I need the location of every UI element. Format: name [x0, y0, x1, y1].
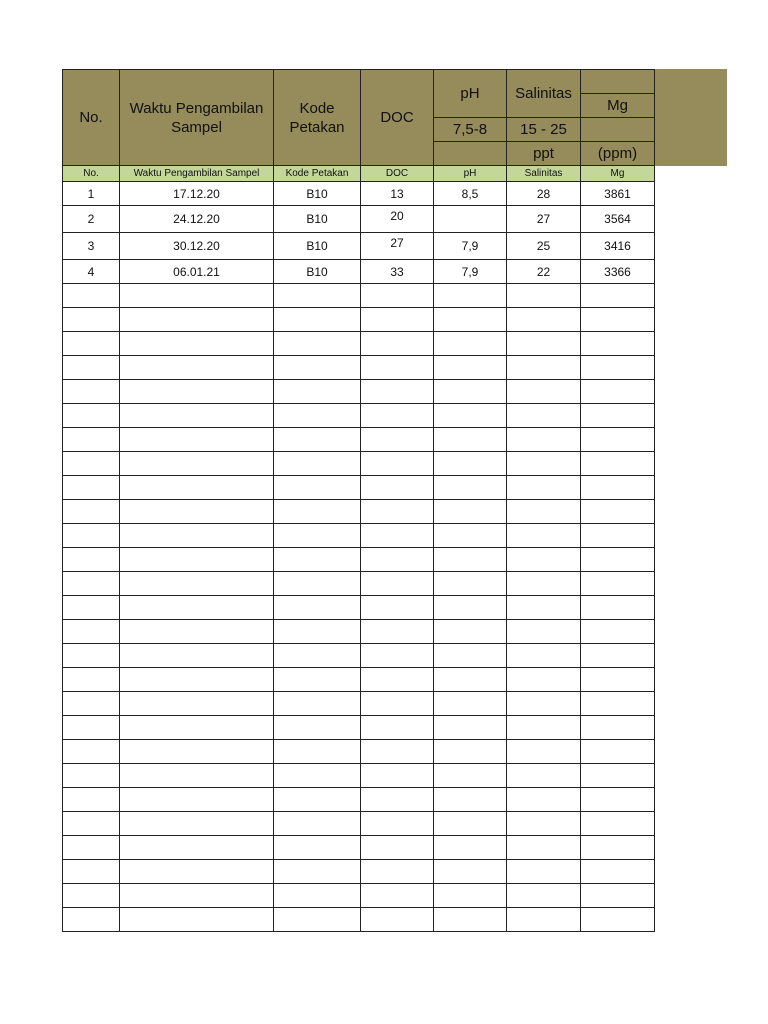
empty-cell[interactable] [507, 404, 581, 428]
empty-cell[interactable] [120, 692, 274, 716]
empty-cell[interactable] [581, 380, 655, 404]
empty-cell[interactable] [274, 692, 361, 716]
empty-cell[interactable] [274, 620, 361, 644]
cell-doc[interactable]: 27 [361, 233, 434, 260]
empty-cell[interactable] [63, 476, 120, 500]
empty-cell[interactable] [274, 668, 361, 692]
empty-cell[interactable] [274, 476, 361, 500]
empty-cell[interactable] [63, 428, 120, 452]
empty-cell[interactable] [507, 860, 581, 884]
cell-salinitas[interactable]: 27 [507, 206, 581, 233]
empty-row [63, 476, 655, 500]
empty-cell[interactable] [120, 380, 274, 404]
empty-cell[interactable] [274, 836, 361, 860]
table-row [63, 182, 655, 206]
empty-cell[interactable] [120, 716, 274, 740]
empty-cell[interactable] [434, 908, 507, 932]
subheader-cell: pH [434, 166, 507, 182]
empty-cell[interactable] [120, 884, 274, 908]
empty-cell[interactable] [274, 524, 361, 548]
empty-cell[interactable] [274, 764, 361, 788]
empty-cell[interactable] [434, 596, 507, 620]
empty-cell[interactable] [120, 668, 274, 692]
empty-row [63, 884, 655, 908]
empty-row [63, 764, 655, 788]
empty-cell[interactable] [274, 380, 361, 404]
cell-waktu[interactable]: 24.12.20 [120, 206, 274, 233]
cell-mg[interactable]: 3861 [581, 182, 655, 206]
empty-cell[interactable] [507, 692, 581, 716]
cell-salinitas[interactable]: 22 [507, 260, 581, 284]
empty-cell[interactable] [434, 740, 507, 764]
empty-cell[interactable] [120, 908, 274, 932]
empty-cell[interactable] [434, 356, 507, 380]
empty-cell[interactable] [361, 716, 434, 740]
subheader-cell: Kode Petakan [274, 166, 361, 182]
empty-cell[interactable] [434, 764, 507, 788]
empty-cell[interactable] [507, 644, 581, 668]
empty-row [63, 908, 655, 932]
empty-cell[interactable] [434, 548, 507, 572]
subheader-cell: Mg [581, 166, 655, 182]
empty-cell[interactable] [120, 812, 274, 836]
empty-cell[interactable] [361, 284, 434, 308]
empty-cell[interactable] [581, 332, 655, 356]
empty-cell[interactable] [581, 308, 655, 332]
header-salinitas-range: 15 - 25 [507, 118, 581, 142]
empty-cell[interactable] [434, 812, 507, 836]
empty-cell[interactable] [361, 788, 434, 812]
empty-cell[interactable] [274, 860, 361, 884]
empty-cell[interactable] [507, 308, 581, 332]
empty-row [63, 836, 655, 860]
empty-cell[interactable] [361, 596, 434, 620]
empty-cell[interactable] [434, 716, 507, 740]
empty-cell[interactable] [361, 548, 434, 572]
cell-doc[interactable]: 33 [361, 260, 434, 284]
empty-cell[interactable] [274, 596, 361, 620]
empty-cell[interactable] [361, 836, 434, 860]
empty-cell[interactable] [120, 356, 274, 380]
empty-cell[interactable] [120, 764, 274, 788]
cell-salinitas[interactable]: 25 [507, 233, 581, 260]
header-mg-unit: (ppm) [581, 142, 655, 166]
cell-ph[interactable]: 7,9 [434, 233, 507, 260]
empty-cell[interactable] [274, 740, 361, 764]
cell-ph[interactable]: 7,9 [434, 260, 507, 284]
header-ph: pH [434, 70, 507, 118]
empty-cell[interactable] [434, 644, 507, 668]
empty-cell[interactable] [274, 332, 361, 356]
empty-cell[interactable] [361, 500, 434, 524]
empty-cell[interactable] [434, 452, 507, 476]
empty-cell[interactable] [507, 500, 581, 524]
empty-cell[interactable] [274, 644, 361, 668]
empty-cell[interactable] [63, 764, 120, 788]
empty-cell[interactable] [120, 548, 274, 572]
empty-cell[interactable] [581, 404, 655, 428]
empty-cell[interactable] [63, 500, 120, 524]
empty-cell[interactable] [507, 524, 581, 548]
empty-cell[interactable] [361, 572, 434, 596]
header-salinitas-unit: ppt [507, 142, 581, 166]
empty-cell[interactable] [120, 308, 274, 332]
empty-cell[interactable] [434, 404, 507, 428]
empty-cell[interactable] [434, 284, 507, 308]
empty-cell[interactable] [274, 500, 361, 524]
empty-cell[interactable] [434, 428, 507, 452]
empty-cell[interactable] [120, 596, 274, 620]
empty-cell[interactable] [581, 884, 655, 908]
header-waktu: Waktu Pengambilan Sampel [120, 70, 274, 166]
header-ph-unit-blank [434, 142, 507, 166]
empty-cell[interactable] [507, 380, 581, 404]
empty-cell[interactable] [361, 356, 434, 380]
empty-cell[interactable] [120, 644, 274, 668]
cell-kode[interactable]: B10 [274, 182, 361, 206]
empty-cell[interactable] [581, 836, 655, 860]
empty-cell[interactable] [361, 884, 434, 908]
empty-cell[interactable] [361, 860, 434, 884]
empty-row [63, 692, 655, 716]
cell-kode[interactable]: B10 [274, 233, 361, 260]
empty-cell[interactable] [581, 668, 655, 692]
header-mg-blank [581, 70, 655, 94]
cell-waktu[interactable]: 06.01.21 [120, 260, 274, 284]
empty-cell[interactable] [63, 740, 120, 764]
empty-cell[interactable] [120, 500, 274, 524]
empty-cell[interactable] [63, 548, 120, 572]
cell-salinitas[interactable]: 28 [507, 182, 581, 206]
header-kode: Kode Petakan [274, 70, 361, 166]
empty-cell[interactable] [361, 404, 434, 428]
empty-cell[interactable] [507, 596, 581, 620]
empty-row [63, 716, 655, 740]
empty-cell[interactable] [434, 476, 507, 500]
empty-cell[interactable] [507, 764, 581, 788]
empty-cell[interactable] [507, 452, 581, 476]
subheader-row [63, 166, 655, 182]
empty-cell[interactable] [507, 428, 581, 452]
empty-cell[interactable] [581, 428, 655, 452]
empty-cell[interactable] [274, 308, 361, 332]
empty-cell[interactable] [434, 380, 507, 404]
empty-cell[interactable] [63, 284, 120, 308]
empty-cell[interactable] [361, 812, 434, 836]
cell-doc[interactable]: 13 [361, 182, 434, 206]
subheader-cell: DOC [361, 166, 434, 182]
empty-cell[interactable] [120, 476, 274, 500]
empty-cell[interactable] [274, 356, 361, 380]
empty-row [63, 620, 655, 644]
header-fill-extension [653, 69, 727, 166]
cell-mg[interactable]: 3366 [581, 260, 655, 284]
empty-row [63, 332, 655, 356]
subheader-cell: Waktu Pengambilan Sampel [120, 166, 274, 182]
empty-cell[interactable] [507, 572, 581, 596]
empty-cell[interactable] [63, 788, 120, 812]
empty-row [63, 788, 655, 812]
empty-cell[interactable] [63, 356, 120, 380]
empty-cell[interactable] [274, 788, 361, 812]
table-row [63, 233, 655, 260]
empty-row [63, 380, 655, 404]
cell-doc[interactable]: 20 [361, 206, 434, 233]
cell-mg[interactable]: 3564 [581, 206, 655, 233]
table-row [63, 206, 655, 233]
empty-cell[interactable] [361, 620, 434, 644]
empty-cell[interactable] [507, 908, 581, 932]
empty-cell[interactable] [507, 836, 581, 860]
empty-cell[interactable] [274, 908, 361, 932]
empty-cell[interactable] [434, 836, 507, 860]
empty-cell[interactable] [361, 332, 434, 356]
empty-cell[interactable] [581, 908, 655, 932]
sample-table [62, 69, 655, 932]
empty-row [63, 668, 655, 692]
empty-cell[interactable] [434, 308, 507, 332]
empty-cell[interactable] [63, 668, 120, 692]
empty-cell[interactable] [581, 764, 655, 788]
empty-cell[interactable] [434, 524, 507, 548]
empty-cell[interactable] [63, 308, 120, 332]
empty-cell[interactable] [120, 788, 274, 812]
empty-cell[interactable] [274, 572, 361, 596]
empty-cell[interactable] [581, 356, 655, 380]
empty-cell[interactable] [581, 740, 655, 764]
empty-cell[interactable] [434, 500, 507, 524]
empty-cell[interactable] [507, 884, 581, 908]
empty-cell[interactable] [63, 404, 120, 428]
empty-cell[interactable] [274, 716, 361, 740]
empty-row [63, 860, 655, 884]
empty-cell[interactable] [581, 812, 655, 836]
header-ph-range: 7,5-8 [434, 118, 507, 142]
empty-cell[interactable] [274, 452, 361, 476]
cell-ph[interactable]: 8,5 [434, 182, 507, 206]
empty-row [63, 284, 655, 308]
empty-cell[interactable] [581, 692, 655, 716]
empty-cell[interactable] [361, 524, 434, 548]
empty-cell[interactable] [581, 284, 655, 308]
empty-row [63, 308, 655, 332]
empty-cell[interactable] [361, 740, 434, 764]
empty-cell[interactable] [361, 308, 434, 332]
empty-row [63, 644, 655, 668]
empty-cell[interactable] [434, 332, 507, 356]
table-row [63, 260, 655, 284]
empty-cell[interactable] [507, 332, 581, 356]
empty-cell[interactable] [581, 860, 655, 884]
empty-row [63, 740, 655, 764]
empty-cell[interactable] [63, 860, 120, 884]
empty-cell[interactable] [581, 500, 655, 524]
empty-cell[interactable] [274, 428, 361, 452]
empty-cell[interactable] [120, 428, 274, 452]
empty-cell[interactable] [434, 788, 507, 812]
empty-cell[interactable] [361, 764, 434, 788]
empty-row [63, 500, 655, 524]
cell-waktu[interactable]: 17.12.20 [120, 182, 274, 206]
cell-mg[interactable]: 3416 [581, 233, 655, 260]
empty-cell[interactable] [63, 380, 120, 404]
empty-cell[interactable] [581, 644, 655, 668]
empty-cell[interactable] [434, 884, 507, 908]
empty-cell[interactable] [63, 716, 120, 740]
empty-cell[interactable] [274, 812, 361, 836]
empty-cell[interactable] [361, 908, 434, 932]
empty-cell[interactable] [507, 620, 581, 644]
empty-cell[interactable] [120, 620, 274, 644]
empty-row [63, 356, 655, 380]
cell-no[interactable]: 4 [63, 260, 120, 284]
empty-cell[interactable] [120, 404, 274, 428]
empty-cell[interactable] [274, 404, 361, 428]
cell-kode[interactable]: B10 [274, 206, 361, 233]
empty-cell[interactable] [63, 596, 120, 620]
empty-cell[interactable] [63, 620, 120, 644]
empty-row [63, 452, 655, 476]
empty-cell[interactable] [581, 548, 655, 572]
header-mg: Mg [581, 94, 655, 118]
empty-cell[interactable] [120, 524, 274, 548]
empty-cell[interactable] [361, 452, 434, 476]
cell-no[interactable]: 2 [63, 206, 120, 233]
empty-cell[interactable] [434, 620, 507, 644]
empty-cell[interactable] [63, 644, 120, 668]
empty-cell[interactable] [507, 284, 581, 308]
empty-cell[interactable] [120, 332, 274, 356]
empty-cell[interactable] [63, 452, 120, 476]
header-doc: DOC [361, 70, 434, 166]
cell-no[interactable]: 3 [63, 233, 120, 260]
cell-ph[interactable] [434, 206, 507, 233]
empty-row [63, 548, 655, 572]
empty-cell[interactable] [507, 740, 581, 764]
cell-no[interactable]: 1 [63, 182, 120, 206]
empty-cell[interactable] [120, 284, 274, 308]
empty-cell[interactable] [63, 812, 120, 836]
empty-cell[interactable] [434, 860, 507, 884]
empty-row [63, 596, 655, 620]
empty-cell[interactable] [434, 668, 507, 692]
header-no: No. [63, 70, 120, 166]
empty-cell[interactable] [507, 812, 581, 836]
empty-row [63, 524, 655, 548]
empty-cell[interactable] [434, 572, 507, 596]
empty-cell[interactable] [63, 908, 120, 932]
empty-cell[interactable] [63, 524, 120, 548]
empty-cell[interactable] [361, 668, 434, 692]
empty-row [63, 812, 655, 836]
subheader-cell: No. [63, 166, 120, 182]
empty-cell[interactable] [581, 596, 655, 620]
empty-cell[interactable] [581, 524, 655, 548]
empty-cell[interactable] [581, 788, 655, 812]
empty-cell[interactable] [63, 836, 120, 860]
empty-cell[interactable] [274, 548, 361, 572]
empty-cell[interactable] [274, 884, 361, 908]
empty-cell[interactable] [361, 476, 434, 500]
empty-cell[interactable] [507, 548, 581, 572]
empty-cell[interactable] [507, 668, 581, 692]
empty-cell[interactable] [361, 644, 434, 668]
empty-cell[interactable] [120, 572, 274, 596]
empty-cell[interactable] [361, 380, 434, 404]
empty-cell[interactable] [63, 332, 120, 356]
cell-kode[interactable]: B10 [274, 260, 361, 284]
empty-row [63, 404, 655, 428]
empty-cell[interactable] [581, 476, 655, 500]
empty-cell[interactable] [581, 452, 655, 476]
empty-cell[interactable] [120, 836, 274, 860]
subheader-cell: Salinitas [507, 166, 581, 182]
empty-cell[interactable] [120, 740, 274, 764]
empty-cell[interactable] [507, 716, 581, 740]
header-mg-range-blank [581, 118, 655, 142]
empty-cell[interactable] [434, 692, 507, 716]
empty-cell[interactable] [63, 692, 120, 716]
empty-cell[interactable] [581, 620, 655, 644]
empty-row [63, 428, 655, 452]
header-salinitas: Salinitas [507, 70, 581, 118]
empty-cell[interactable] [120, 860, 274, 884]
cell-waktu[interactable]: 30.12.20 [120, 233, 274, 260]
empty-cell[interactable] [63, 884, 120, 908]
empty-cell[interactable] [581, 716, 655, 740]
empty-cell[interactable] [120, 452, 274, 476]
empty-cell[interactable] [507, 788, 581, 812]
empty-cell[interactable] [507, 356, 581, 380]
empty-cell[interactable] [507, 476, 581, 500]
empty-cell[interactable] [581, 572, 655, 596]
empty-cell[interactable] [274, 284, 361, 308]
empty-row [63, 572, 655, 596]
empty-cell[interactable] [361, 692, 434, 716]
empty-cell[interactable] [63, 572, 120, 596]
empty-cell[interactable] [361, 428, 434, 452]
